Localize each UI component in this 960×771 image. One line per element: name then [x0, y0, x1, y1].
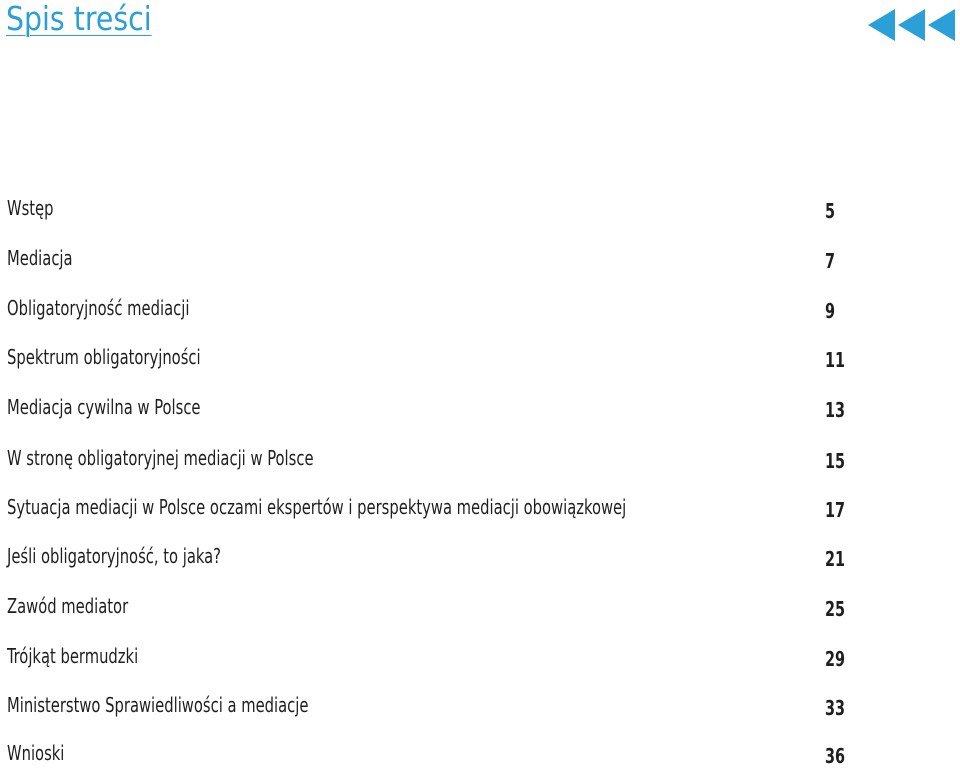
- toc-entry[interactable]: [0, 641, 960, 671]
- toc-entry-title: Sytuacja mediacji w Polsce oczami ekspertów i perspektywa mediacji obowiązkowej: [7, 495, 627, 519]
- page-title: Spis treści: [6, 0, 152, 38]
- toc-entry-title: Jeśli obligatoryjność, to jaka?: [7, 544, 222, 568]
- toc-entry[interactable]: [0, 392, 960, 422]
- toc-entry-page: 33: [825, 696, 846, 720]
- toc-entry[interactable]: [0, 591, 960, 621]
- toc-entry-page: 7: [825, 249, 836, 273]
- toc-entry-page: 36: [825, 744, 846, 768]
- toc-entry-page: 15: [825, 449, 846, 473]
- toc-entry-title: Zawód mediator: [7, 594, 129, 618]
- toc-entry-title: Wnioski: [7, 741, 65, 765]
- toc-entry[interactable]: [0, 492, 960, 522]
- toc-entry-page: 13: [825, 398, 846, 422]
- toc-entry-title: Wstęp: [7, 196, 54, 220]
- toc-entry-page: 17: [825, 498, 846, 522]
- toc-entry-page: 11: [825, 348, 846, 372]
- toc-entry-title: Mediacja cywilna w Polsce: [7, 395, 201, 419]
- toc-entry-title: Ministerstwo Sprawiedliwości a mediacje: [7, 693, 309, 717]
- toc-entry-page: 5: [825, 199, 836, 223]
- toc-entry[interactable]: [0, 690, 960, 720]
- toc-entry-title: W stronę obligatoryjnej mediacji w Polsce: [7, 446, 314, 470]
- toc-entry[interactable]: [0, 541, 960, 571]
- toc-entry[interactable]: [0, 293, 960, 323]
- toc-entry[interactable]: [0, 738, 960, 768]
- toc-entry-title: Obligatoryjność mediacji: [7, 296, 190, 320]
- toc-entry-page: 21: [825, 547, 846, 571]
- toc-entry[interactable]: [0, 443, 960, 473]
- toc-entry-title: Spektrum obligatoryjności: [7, 345, 201, 369]
- toc-entry[interactable]: [0, 193, 960, 223]
- toc-entry-page: 25: [825, 597, 846, 621]
- toc-entry-page: 29: [825, 647, 846, 671]
- toc-entry-title: Mediacja: [7, 246, 73, 270]
- toc-entry-title: Trójkąt bermudzki: [7, 644, 139, 668]
- toc-entry[interactable]: [0, 243, 960, 273]
- toc-entry-page: 9: [825, 299, 836, 323]
- toc-entry[interactable]: [0, 342, 960, 372]
